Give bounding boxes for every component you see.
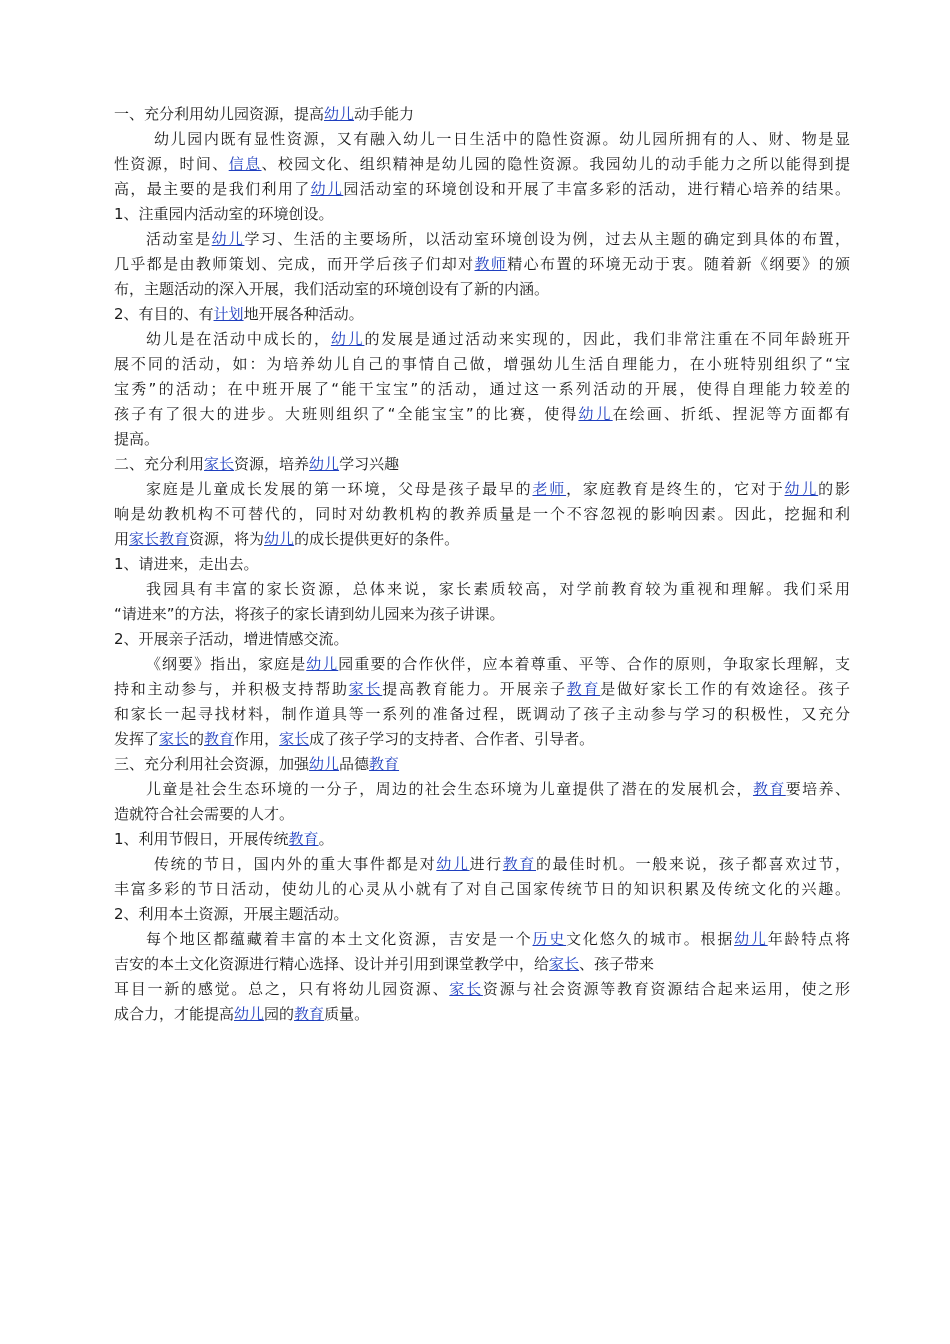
text-segment: 《纲要》指出，家庭是 [146, 655, 307, 673]
keyword-link[interactable]: 教育 [502, 855, 536, 873]
text-segment: 家庭是儿童成长发展的第一环境，父母是孩子最早的 [146, 480, 533, 498]
text-segment: 的最佳时机。一般来说，孩子都喜欢过节， [536, 855, 850, 873]
text-line [114, 754, 399, 774]
text-line [146, 229, 850, 249]
keyword-link[interactable]: 幼儿 [578, 405, 613, 423]
keyword-link[interactable]: 幼儿 [310, 180, 344, 198]
text-line [114, 679, 850, 699]
text-segment: 精心布置的环境无动于衷。随着新《纲要》的颁 [507, 255, 850, 273]
text-segment: “请进来”的方法，将孩子的家长请到幼儿园来为孩子讲课。 [114, 605, 505, 623]
text-segment: 造就符合社会需要的人才。 [114, 805, 295, 823]
text-segment: 、孩子带来 [579, 955, 655, 973]
keyword-link[interactable]: 幼儿 [324, 105, 355, 123]
text-segment: 学习兴趣 [339, 455, 400, 473]
text-line [114, 254, 850, 274]
text-line [114, 1004, 369, 1024]
keyword-link[interactable]: 幼儿 [330, 330, 365, 348]
text-segment: 吉安的本土文化资源进行精心选择、设计并引用到课堂教学中，给 [114, 955, 550, 973]
text-segment: 三、充分利用社会资源，加强 [114, 755, 310, 773]
text-segment: 资源，培养 [234, 455, 310, 473]
text-segment: 我园具有丰富的家长资源，总体来说，家长素质较高，对学前教育较为重视和理解。我们采用 [146, 580, 850, 598]
text-line [114, 979, 850, 999]
text-segment: 质量。 [324, 1005, 370, 1023]
keyword-link[interactable]: 家长 [279, 730, 310, 748]
keyword-link[interactable]: 教育 [294, 1005, 325, 1023]
text-line [114, 704, 850, 724]
text-line [114, 904, 349, 924]
text-segment: 幼儿是在活动中成长的， [146, 330, 331, 348]
text-line [114, 829, 334, 849]
text-segment: 资源与社会资源等教育资源结合起来运用，使之形 [482, 980, 850, 998]
keyword-link[interactable]: 幼儿 [264, 530, 295, 548]
text-segment: 的发展是通过活动来实现的，因此，我们非常注重在不同年龄班开 [364, 330, 850, 348]
text-line [114, 379, 850, 399]
keyword-link[interactable]: 历史 [532, 930, 567, 948]
text-segment: 作用， [234, 730, 280, 748]
text-segment: 2、有目的、有 [114, 305, 214, 323]
keyword-link[interactable]: 教育 [752, 780, 786, 798]
text-segment: 耳目一新的感觉。总之，只有将幼儿园资源、 [114, 980, 450, 998]
text-line [114, 304, 364, 324]
text-line [114, 404, 850, 424]
text-line [146, 579, 850, 599]
text-line [114, 954, 654, 974]
text-segment: 在绘画、折纸、捏泥等方面都有 [612, 405, 850, 423]
text-segment: 品德 [339, 755, 370, 773]
keyword-link[interactable]: 幼儿 [211, 230, 245, 248]
text-segment: 是做好家长工作的有效途径。孩子 [600, 680, 850, 698]
text-line [146, 929, 850, 949]
text-line [114, 429, 159, 449]
text-segment: 提高。 [114, 430, 160, 448]
text-segment: 资源，将为 [189, 530, 265, 548]
keyword-link[interactable]: 教育 [369, 755, 400, 773]
text-segment: 要培养、 [785, 780, 850, 798]
keyword-link[interactable]: 幼儿 [309, 755, 340, 773]
text-segment: 成合力，才能提高 [114, 1005, 235, 1023]
text-segment: 2、利用本土资源，开展主题活动。 [114, 905, 349, 923]
keyword-link[interactable]: 老师 [532, 480, 567, 498]
text-line [114, 529, 459, 549]
keyword-link[interactable]: 家长教育 [129, 530, 190, 548]
keyword-link[interactable]: 教育 [288, 830, 319, 848]
keyword-link[interactable]: 幼儿 [309, 455, 340, 473]
text-segment: 的影 [818, 480, 850, 498]
text-segment: 的 [189, 730, 205, 748]
text-segment: 进行 [469, 855, 503, 873]
text-segment: 成了孩子学习的支持者、合作者、引导者。 [309, 730, 595, 748]
keyword-link[interactable]: 教育 [204, 730, 235, 748]
text-line [114, 604, 505, 624]
text-line [154, 129, 850, 149]
text-segment: 高，最主要的是我们利用了 [114, 180, 311, 198]
text-segment: 1、请进来，走出去。 [114, 555, 259, 573]
text-line [146, 654, 850, 674]
text-segment: 一、充分利用幼儿园资源，提高 [114, 105, 325, 123]
text-segment: 和家长一起寻找材料，制作道具等一系列的准备过程，既调动了孩子主动参与学习的积极性，又充分 [114, 705, 850, 723]
keyword-link[interactable]: 家长 [549, 955, 580, 973]
keyword-link[interactable]: 幼儿 [784, 480, 819, 498]
text-segment: 文化悠久的城市。根据 [566, 930, 735, 948]
text-segment: 展不同的活动，如：为培养幼儿自己的事情自己做，增强幼儿生活自理能力，在小班特别组织了“宝 [114, 355, 850, 373]
keyword-link[interactable]: 家长 [204, 455, 235, 473]
text-segment: 园活动室的环境创设和开展了丰富多彩的活动，进行精心培养的结果。 [343, 180, 850, 198]
text-line [114, 454, 399, 474]
text-segment: 1、注重园内活动室的环境创设。 [114, 205, 334, 223]
keyword-link[interactable]: 家长 [449, 980, 483, 998]
text-segment: 丰富多彩的节日活动，使幼儿的心灵从小就有了对自己国家传统节日的知识积累及传统文化的兴趣。 [114, 880, 850, 898]
text-line [114, 279, 549, 299]
text-segment: 、校园文化、组织精神是幼儿园的隐性资源。我园幼儿的动手能力之所以能得到提 [261, 155, 850, 173]
text-segment: 园重要的合作伙伴，应本着尊重、平等、合作的原则，争取家长理解，支 [338, 655, 850, 673]
text-segment: 传统的节日，国内外的重大事件都是对 [154, 855, 437, 873]
text-line [114, 554, 259, 574]
text-segment: 几乎都是由教师策划、完成，而开学后孩子们却对 [114, 255, 475, 273]
keyword-link[interactable]: 家长 [348, 680, 383, 698]
text-segment: 儿童是社会生态环境的一分子，周边的社会生态环境为儿童提供了潜在的发展机会， [146, 780, 753, 798]
text-segment: 每个地区都蕴藏着丰富的本土文化资源，吉安是一个 [146, 930, 533, 948]
text-segment: 的成长提供更好的条件。 [294, 530, 460, 548]
text-segment: 发挥了 [114, 730, 160, 748]
text-line [114, 104, 414, 124]
text-segment: 。 [318, 830, 334, 848]
text-line [146, 479, 850, 499]
text-line [146, 779, 850, 799]
text-line [114, 179, 850, 199]
text-segment: 布，主题活动的深入开展，我们活动室的环境创设有了新的内涵。 [114, 280, 550, 298]
text-segment: 活动室是 [146, 230, 212, 248]
text-segment: 1、利用节假日，开展传统 [114, 830, 289, 848]
text-line [114, 504, 850, 524]
text-segment: 二、充分利用 [114, 455, 205, 473]
text-segment: 学习、生活的主要场所，以活动室环境创设为例，过去从主题的确定到具体的布置， [244, 230, 850, 248]
text-segment: 园的 [264, 1005, 295, 1023]
text-segment: ，家庭教育是终生的，它对于 [566, 480, 785, 498]
text-segment: 孩子有了很大的进步。大班则组织了“全能宝宝”的比赛，使得 [114, 405, 579, 423]
text-segment: 幼儿园内既有显性资源，又有融入幼儿一日生活中的隐性资源。幼儿园所拥有的人、财、物是显 [154, 130, 850, 148]
keyword-link[interactable]: 幼儿 [734, 930, 768, 948]
keyword-link[interactable]: 家长 [159, 730, 190, 748]
text-line [114, 154, 850, 174]
keyword-link[interactable]: 教育 [566, 680, 601, 698]
text-segment: 宝秀”的活动；在中班开展了“能干宝宝”的活动，通过这一系列活动的开展，使得自理能力较差的 [114, 380, 850, 398]
text-segment: 地开展各种活动。 [243, 305, 364, 323]
text-line [114, 879, 850, 899]
text-segment: 2、开展亲子活动，增进情感交流。 [114, 630, 349, 648]
keyword-link[interactable]: 信息 [228, 155, 262, 173]
text-line [146, 329, 850, 349]
text-segment: 提高教育能力。开展亲子 [382, 680, 567, 698]
text-segment: 持和主动参与，并积极支持帮助 [114, 680, 349, 698]
text-line [114, 629, 349, 649]
keyword-link[interactable]: 幼儿 [436, 855, 470, 873]
text-segment: 响是幼教机构不可替代的，同时对幼教机构的教养质量是一个不容忽视的影响因素。因此，挖掘和利 [114, 505, 850, 523]
keyword-link[interactable]: 计划 [213, 305, 244, 323]
text-segment: 用 [114, 530, 130, 548]
text-segment: 性资源，时间、 [114, 155, 229, 173]
text-segment: 动手能力 [354, 105, 415, 123]
keyword-link[interactable]: 教师 [474, 255, 508, 273]
text-segment: 年龄特点将 [767, 930, 850, 948]
text-line [114, 804, 294, 824]
keyword-link[interactable]: 幼儿 [306, 655, 339, 673]
text-line [114, 354, 850, 374]
text-line [154, 854, 850, 874]
keyword-link[interactable]: 幼儿 [234, 1005, 265, 1023]
text-line [114, 204, 334, 224]
text-line [114, 729, 594, 749]
